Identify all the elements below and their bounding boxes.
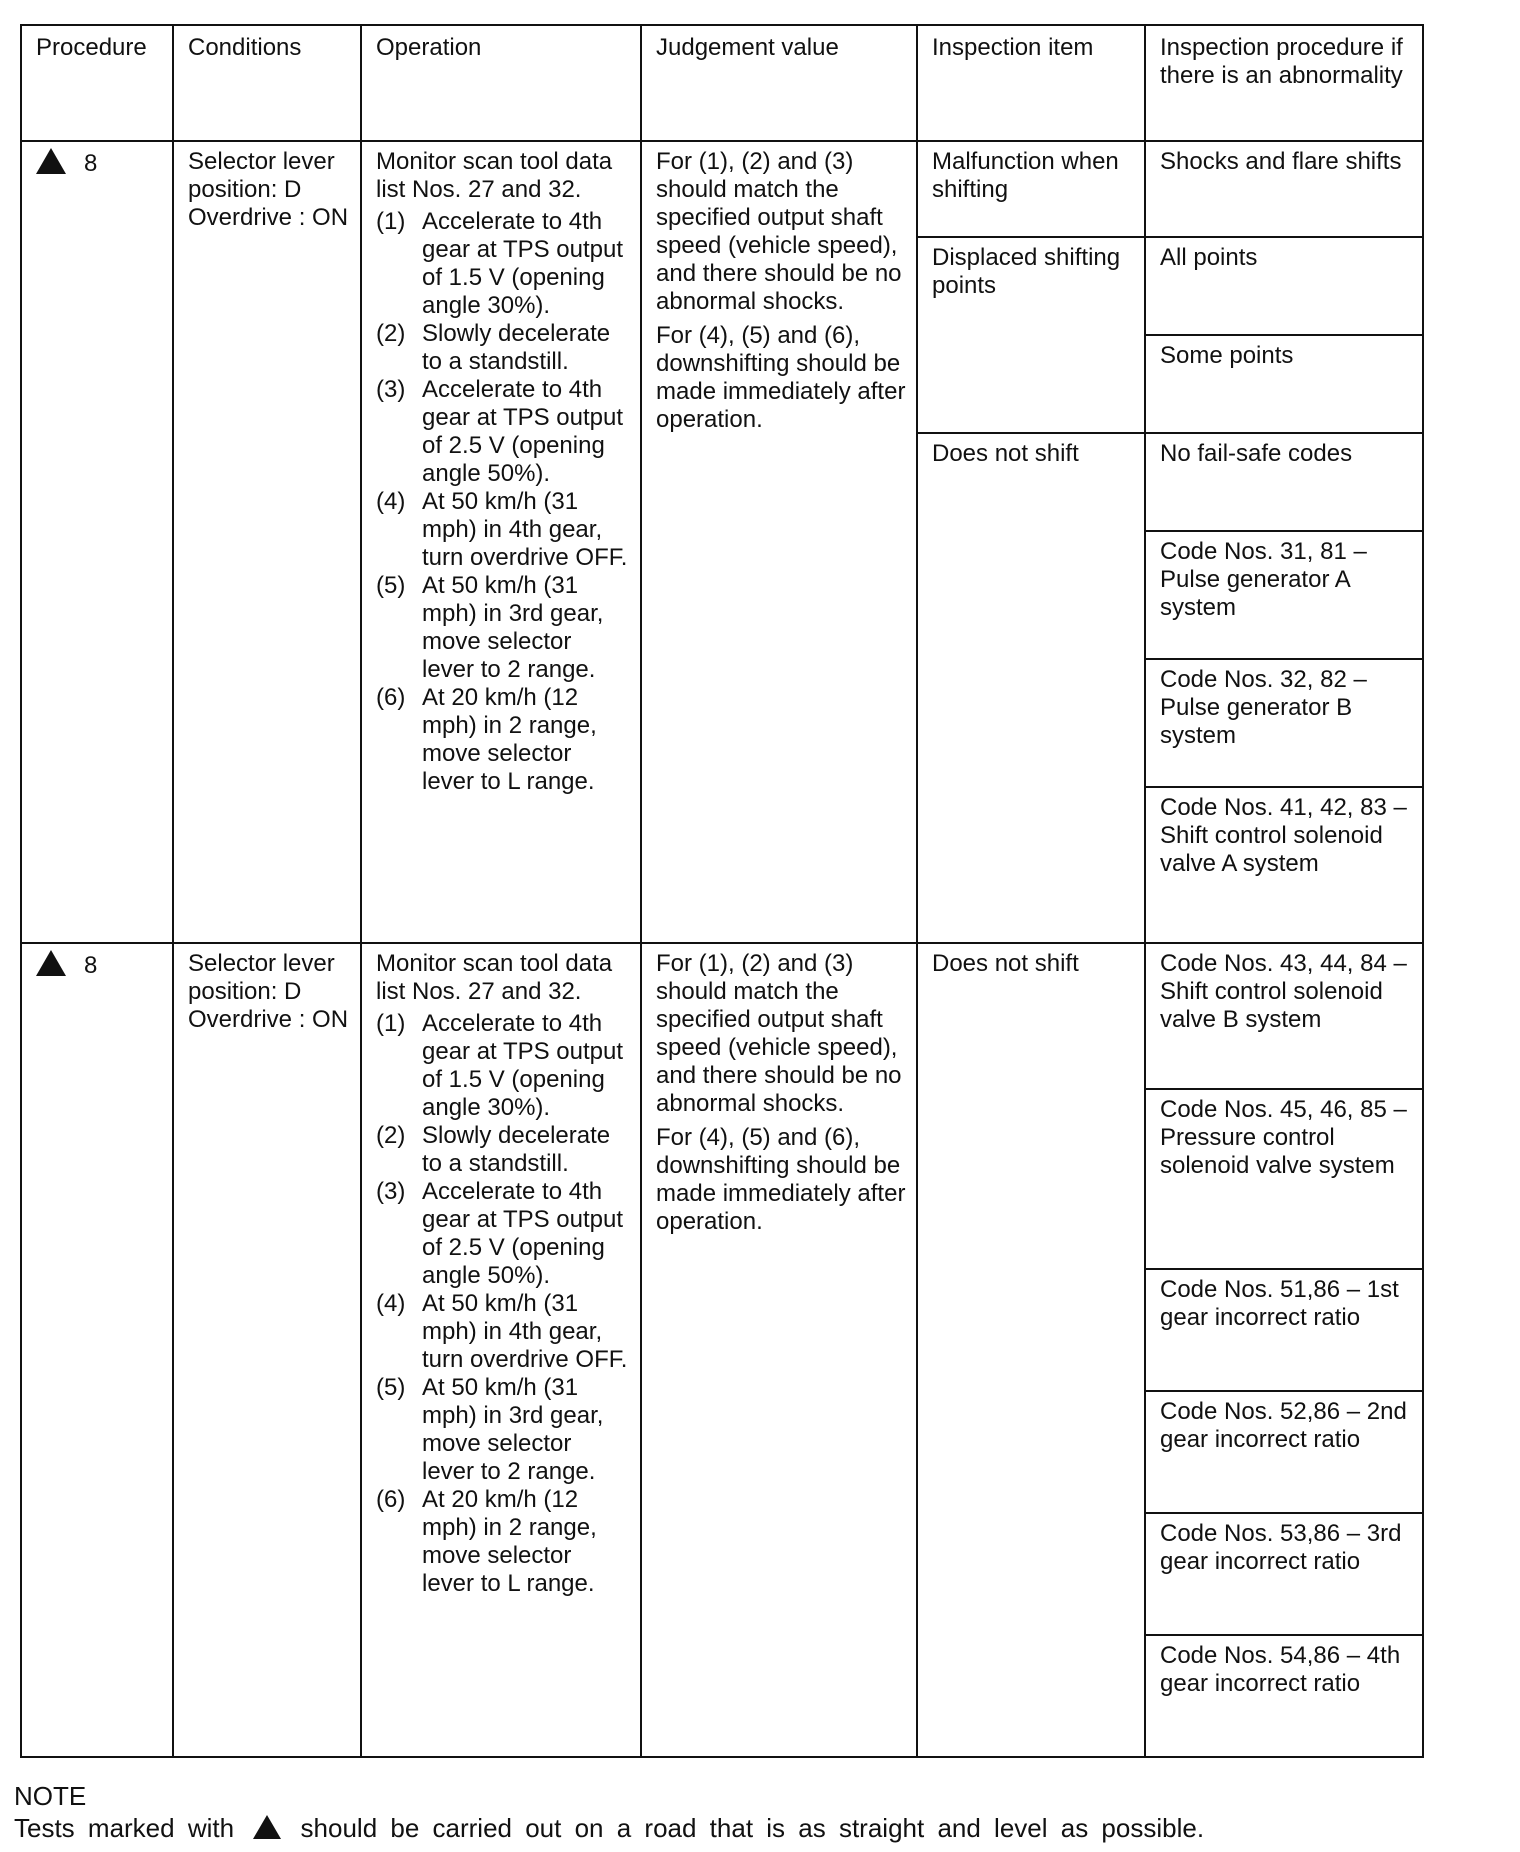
conditions-cell: [173, 141, 361, 943]
judgement-text: For (4), (5) and (6), downshifting should be made immediately after operation.: [656, 322, 906, 433]
header-operation: Operation: [361, 25, 641, 141]
item-displaced: Displaced shifting points: [917, 237, 1145, 433]
road-test-triangle-icon: [36, 950, 66, 976]
header-row: [21, 25, 1423, 141]
item-not-shift: Does not shift: [917, 943, 1145, 1757]
proc-shocks: Shocks and flare shifts: [1145, 141, 1423, 237]
step-item: (4) At 50 km/h (31 mph) in 4th gear, turn overdrive OFF.: [376, 488, 628, 571]
step-item: (4) At 50 km/h (31 mph) in 4th gear, turn overdrive OFF.: [376, 1290, 628, 1373]
judgement-text: For (1), (2) and (3) should match the specified output shaft speed (vehicle speed), and there should be no abnormal shocks.: [656, 148, 902, 315]
operation-intro: Monitor scan tool data list Nos. 27 and 32.: [376, 950, 613, 1005]
operation-cell: [361, 141, 641, 943]
judgement-cell: [641, 141, 917, 943]
step-item: (5) At 50 km/h (31 mph) in 3rd gear, move selector lever to 2 range.: [376, 572, 604, 683]
header-conditions: Conditions: [173, 25, 361, 141]
road-test-triangle-icon: [253, 1815, 281, 1839]
proc-code-53: Code Nos. 53,86 – 3rd gear incorrect ratio: [1145, 1513, 1423, 1635]
procedure-cell: [21, 943, 173, 1757]
item-malfunction: Malfunction when shifting: [917, 141, 1145, 237]
judgement-text: For (4), (5) and (6), downshifting should be made immediately after operation.: [656, 1124, 906, 1235]
road-test-triangle-icon: [36, 148, 66, 174]
proc-code-32: Code Nos. 32, 82 – Pulse generator B system: [1145, 659, 1423, 787]
judgement-text: For (1), (2) and (3) should match the specified output shaft speed (vehicle speed), and there should be no abnormal shocks.: [656, 950, 902, 1117]
inspection-table: [20, 24, 1424, 1758]
proc-code-52: Code Nos. 52,86 – 2nd gear incorrect ratio: [1145, 1391, 1423, 1513]
header-judgement: Judgement value: [641, 25, 917, 141]
procedure-cell: [21, 141, 173, 943]
proc-code-54: Code Nos. 54,86 – 4th gear incorrect ratio: [1145, 1635, 1423, 1757]
proc-code-45: Code Nos. 45, 46, 85 – Pressure control solenoid valve system: [1145, 1089, 1423, 1269]
proc-code-43: Code Nos. 43, 44, 84 – Shift control solenoid valve B system: [1145, 943, 1423, 1089]
condition-overdrive: Overdrive : ON: [188, 1006, 349, 1033]
proc-code-41: Code Nos. 41, 42, 83 – Shift control solenoid valve A system: [1145, 787, 1423, 943]
step-item: (1) Accelerate to 4th gear at TPS output of 1.5 V (opening angle 30%).: [376, 1010, 624, 1121]
condition-overdrive: Overdrive : ON: [188, 204, 349, 231]
header-inspection-item: Inspection item: [917, 25, 1145, 141]
operation-steps: [376, 208, 630, 796]
note-after: should be carried out on a road that is as straight and level as possible.: [300, 1813, 1205, 1843]
operation-cell: [361, 943, 641, 1757]
step-item: (3) Accelerate to 4th gear at TPS output of 2.5 V (opening angle 50%).: [376, 1178, 624, 1289]
proc-some-points: Some points: [1145, 335, 1423, 433]
proc-code-31: Code Nos. 31, 81 – Pulse generator A system: [1145, 531, 1423, 659]
step-item: (3) Accelerate to 4th gear at TPS output of 2.5 V (opening angle 50%).: [376, 376, 624, 487]
proc-all-points: All points: [1145, 237, 1423, 335]
conditions-cell: [173, 943, 361, 1757]
operation-steps: [376, 1010, 630, 1598]
header-inspection-procedure: Inspection procedure if there is an abnormality: [1145, 25, 1423, 141]
item-not-shift: Does not shift: [917, 433, 1145, 943]
judgement-cell: [641, 943, 917, 1757]
procedure-number: 8: [84, 952, 98, 979]
operation-intro: Monitor scan tool data list Nos. 27 and 32.: [376, 148, 613, 203]
note-title: NOTE: [14, 1781, 87, 1811]
note-text: [14, 1812, 1204, 1844]
step-item: (6) At 20 km/h (12 mph) in 2 range, move selector lever to L range.: [376, 684, 597, 795]
header-procedure: Procedure: [21, 25, 173, 141]
procedure-number: 8: [84, 150, 98, 177]
condition-selector: Selector lever position: D: [188, 148, 335, 203]
step-item: (5) At 50 km/h (31 mph) in 3rd gear, move selector lever to 2 range.: [376, 1374, 604, 1485]
proc-no-failsafe: No fail-safe codes: [1145, 433, 1423, 531]
proc-code-51: Code Nos. 51,86 – 1st gear incorrect ratio: [1145, 1269, 1423, 1391]
step-item: (6) At 20 km/h (12 mph) in 2 range, move selector lever to L range.: [376, 1486, 597, 1597]
step-item: (1) Accelerate to 4th gear at TPS output of 1.5 V (opening angle 30%).: [376, 208, 624, 319]
step-item: (2) Slowly decelerate to a standstill.: [376, 1122, 611, 1177]
condition-selector: Selector lever position: D: [188, 950, 335, 1005]
step-item: (2) Slowly decelerate to a standstill.: [376, 320, 611, 375]
note-before: Tests marked with: [14, 1813, 235, 1843]
